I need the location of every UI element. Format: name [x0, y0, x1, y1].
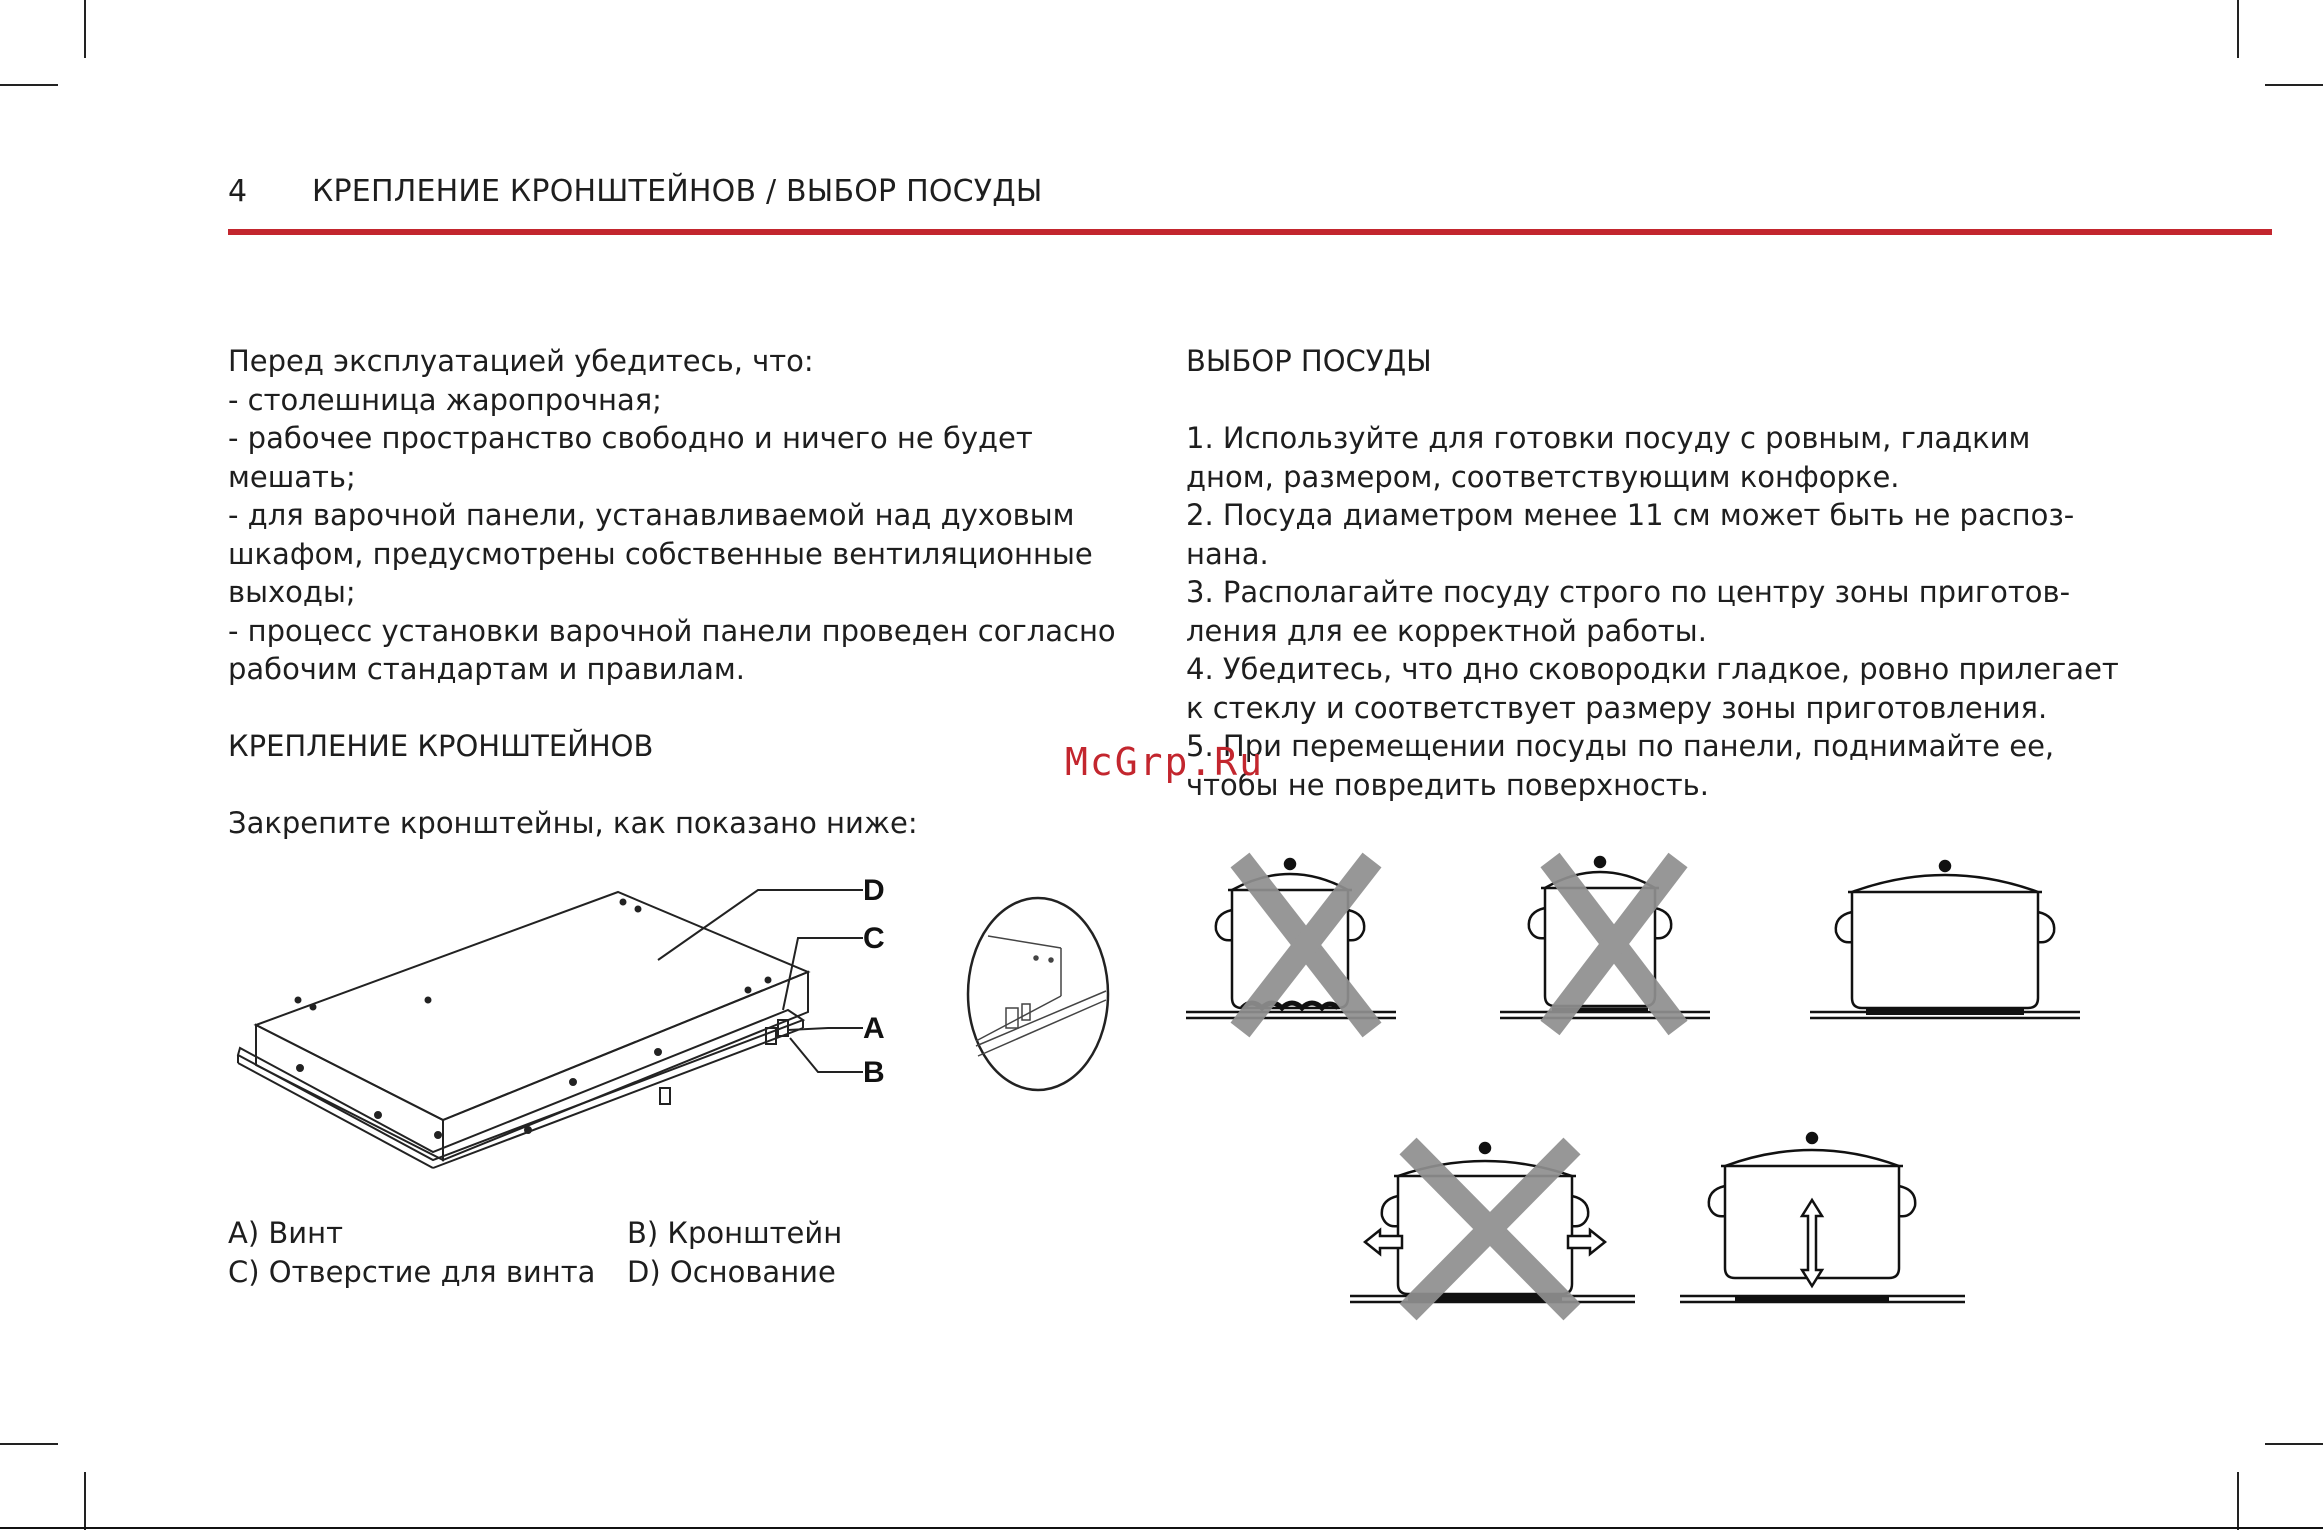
- left-column: [228, 342, 1116, 843]
- bracket-legend: [627, 1214, 842, 1291]
- crop-mark: [2237, 0, 2239, 58]
- intro-line: - столешница жаропрочная;: [228, 382, 662, 417]
- legend-item-c: C) Отверстие для винта: [228, 1254, 596, 1289]
- label-c: C: [863, 922, 885, 955]
- label-a: A: [863, 1012, 885, 1045]
- cookware-item-line: 5. При перемещении посуды по панели, поднимайте ее,: [1186, 729, 2055, 763]
- intro-line: шкафом, предусмотрены собственные вентиляционные: [228, 536, 1093, 571]
- cookware-illustrations: [1180, 850, 2120, 1320]
- cookware-item-line: 2. Посуда диаметром менее 11 см может быть не распоз-: [1186, 498, 2075, 532]
- crop-mark: [2265, 84, 2323, 86]
- pot-lifting-icon: [1680, 1133, 1965, 1302]
- intro-line: мешать;: [228, 459, 356, 494]
- cookware-item-line: чтобы не повредить поверхность.: [1186, 767, 1709, 802]
- intro-line: Перед эксплуатацией убедитесь, что:: [228, 344, 814, 378]
- intro-line: выходы;: [228, 575, 356, 609]
- right-column: [1186, 342, 2119, 804]
- crop-mark: [0, 1443, 58, 1445]
- bracket-legend: [228, 1214, 595, 1291]
- legend-item-a: A) Винт: [228, 1216, 343, 1250]
- section-title-brackets: КРЕПЛЕНИЕ КРОНШТЕЙНОВ: [228, 729, 654, 763]
- cookware-item-line: 1. Используйте для готовки посуду с ровным, гладким: [1186, 421, 2031, 455]
- label-d: D: [863, 874, 885, 907]
- cookware-item-line: к стеклу и соответствует размеру зоны приготовления.: [1186, 690, 2048, 725]
- crop-mark: [2265, 1443, 2323, 1445]
- intro-line: - процесс установки варочной панели проведен согласно: [228, 613, 1116, 648]
- intro-line: - для варочной панели, устанавливаемой над духовым: [228, 498, 1075, 532]
- cookware-item-line: дном, размером, соответствующим конфорке.: [1186, 459, 1900, 494]
- bracket-instruction: Закрепите кронштейны, как показано ниже:: [228, 806, 918, 840]
- legend-item-d: D) Основание: [627, 1254, 836, 1289]
- crop-mark: [2237, 1472, 2239, 1530]
- intro-line: - рабочее пространство свободно и ничего не будет: [228, 421, 1033, 455]
- legend-item-b: B) Кронштейн: [627, 1216, 843, 1250]
- label-b: B: [863, 1056, 885, 1089]
- cross-mark-icon: [1408, 1146, 1572, 1312]
- header-rule: [228, 229, 2272, 235]
- cross-mark-icon: [1550, 860, 1678, 1028]
- intro-line: рабочим стандартам и правилам.: [228, 652, 745, 686]
- page-edge-line: [0, 1527, 2323, 1529]
- page-title: КРЕПЛЕНИЕ КРОНШТЕЙНОВ / ВЫБОР ПОСУДЫ: [312, 174, 1043, 209]
- cookware-item-line: 3. Располагайте посуду строго по центру зоны приготов-: [1186, 575, 2071, 609]
- crop-mark: [0, 84, 58, 86]
- section-title-cookware: ВЫБОР ПОСУДЫ: [1186, 344, 1432, 378]
- pot-correct-icon: [1810, 861, 2080, 1018]
- crop-mark: [84, 1472, 86, 1530]
- bracket-detail-zoom: [966, 896, 1116, 1096]
- watermark: McGrp.Ru: [1065, 740, 1265, 784]
- cookware-item-line: ления для ее корректной работы.: [1186, 613, 1707, 648]
- cookware-item-line: нана.: [1186, 536, 1269, 571]
- cookware-item-line: 4. Убедитесь, что дно сковородки гладкое, ровно прилегает: [1186, 652, 2119, 686]
- page-number: 4: [228, 174, 248, 209]
- crop-mark: [84, 0, 86, 58]
